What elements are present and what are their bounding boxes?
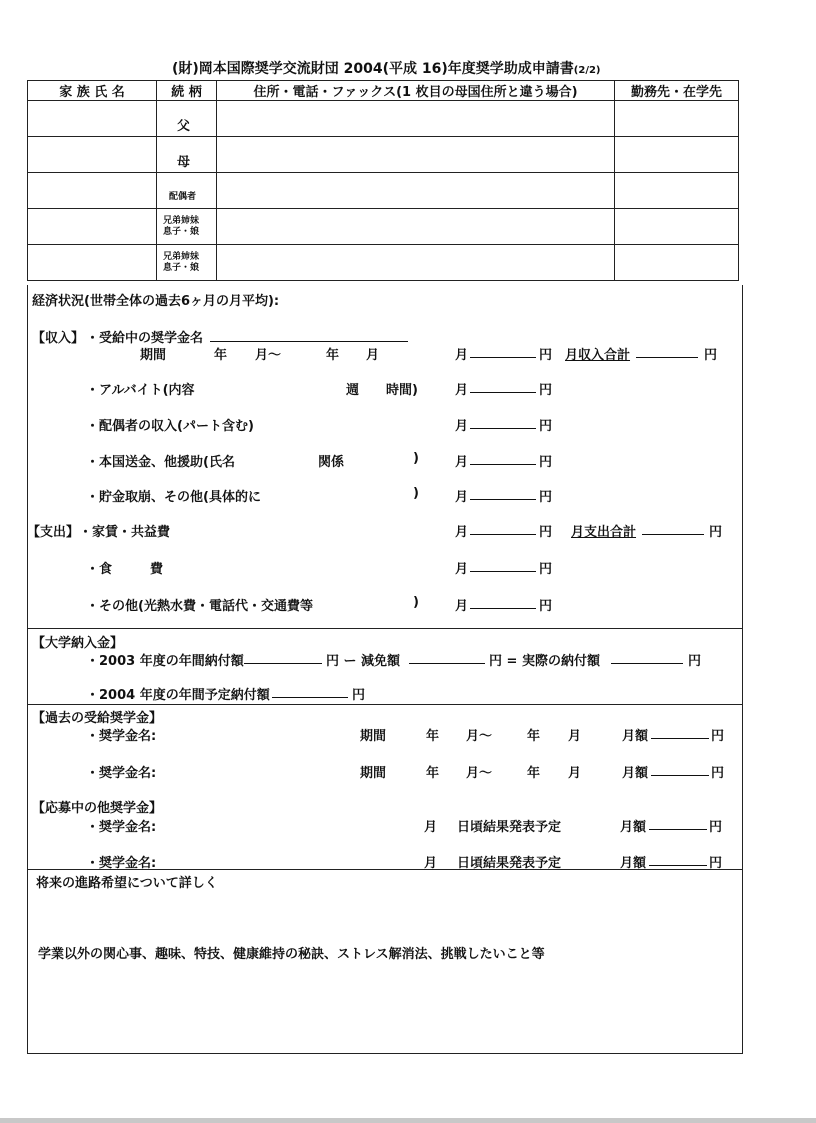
scholarship-name-blank[interactable]: [210, 329, 408, 342]
part-time-week: 週: [346, 383, 360, 398]
name-cell[interactable]: [28, 245, 157, 281]
tuition-2003-blank[interactable]: [244, 651, 322, 664]
career-plan-label: 将来の進路希望について詳しく: [36, 876, 218, 891]
applying-result-1: 日頃結果発表予定: [457, 820, 562, 835]
period-label: 期間: [140, 348, 167, 363]
past-year-from-2: 年: [426, 766, 440, 781]
remittance-label: ・本国送金、他援助(氏名: [86, 455, 235, 470]
applying-heading: 【応募中の他奨学金】: [32, 801, 163, 816]
family-row-sibling-2: [28, 245, 739, 281]
relation-sibling-1: 兄弟姉妹 息子・娘: [157, 209, 217, 245]
part-time-label: ・アルバイト(内容: [86, 383, 195, 398]
expense-label: 【支出】: [27, 525, 80, 540]
name-cell[interactable]: [28, 101, 157, 137]
spouse-yen: 円: [539, 419, 553, 434]
relation-mother: 母: [157, 137, 217, 173]
past-yen-2: 円: [711, 766, 725, 781]
applying-result-2: 日頃結果発表予定: [457, 856, 562, 871]
part-time-amount-blank[interactable]: [470, 380, 536, 393]
other-expense-yen: 円: [539, 599, 553, 614]
applying-amount-blank-2[interactable]: [649, 853, 707, 866]
other-expense-amount-blank[interactable]: [470, 596, 536, 609]
workplace-cell[interactable]: [615, 137, 739, 173]
part-time-per-month: 月: [455, 383, 469, 398]
family-header-row: [28, 81, 739, 101]
workplace-cell[interactable]: [615, 209, 739, 245]
past-period-1: 期間: [360, 729, 387, 744]
food-label-1: ・食: [86, 562, 113, 577]
applying-yen-2: 円: [709, 856, 723, 871]
past-period-2: 期間: [360, 766, 387, 781]
spouse-income-label: ・配偶者の収入(パート含む): [86, 419, 254, 434]
page-indicator: (2/2): [573, 65, 601, 76]
relation-sibling-2: 兄弟姉妹 息子・娘: [157, 245, 217, 281]
other-expense-close: ): [413, 595, 419, 610]
career-plan-area[interactable]: [30, 892, 736, 936]
header-address: 住所・電話・ファックス(1 枚目の母国住所と違う場合): [217, 81, 615, 101]
tuition-reduction-blank[interactable]: [409, 651, 485, 664]
past-month-from-1: 月〜: [466, 729, 493, 744]
rent-label: ・家賃・共益費: [79, 525, 171, 540]
relation-father: 父: [157, 101, 217, 137]
workplace-cell[interactable]: [615, 245, 739, 281]
past-amount-blank-1[interactable]: [651, 726, 709, 739]
header-relation: 続 柄: [157, 81, 217, 101]
applying-name-label-2: ・奨学金名:: [86, 856, 157, 871]
rent-amount-blank[interactable]: [470, 522, 536, 535]
tuition-minus-label: 円 ー 減免額: [326, 654, 401, 669]
scholarship-amount-blank[interactable]: [470, 345, 536, 358]
spouse-amount-blank[interactable]: [470, 416, 536, 429]
applying-month-1: 月: [424, 820, 438, 835]
tuition-2004-blank[interactable]: [272, 685, 348, 698]
expense-total-yen: 円: [709, 525, 723, 540]
income-total-label: 月収入合計: [565, 348, 631, 363]
relation-spouse: 配偶者: [157, 173, 217, 209]
divider-past: [27, 704, 743, 705]
period-year-to: 年: [326, 348, 340, 363]
name-cell[interactable]: [28, 173, 157, 209]
address-cell[interactable]: [217, 245, 615, 281]
family-table: [27, 80, 739, 281]
other-expense-per-month: 月: [455, 599, 469, 614]
remittance-per-month: 月: [455, 455, 469, 470]
expense-total-label: 月支出合計: [571, 525, 637, 540]
past-heading: 【過去の受給奨学金】: [32, 711, 163, 726]
header-family-name: 家 族 氏 名: [28, 81, 157, 101]
part-time-yen: 円: [539, 383, 553, 398]
income-label: 【収入】: [32, 331, 85, 346]
scholarship-name-label: ・受給中の奨学金名: [86, 331, 204, 346]
family-row-spouse: [28, 173, 739, 209]
part-time-hours: 時間): [386, 383, 418, 398]
tuition-heading: 【大学納入金】: [32, 636, 124, 651]
address-cell[interactable]: [217, 137, 615, 173]
remittance-amount-blank[interactable]: [470, 452, 536, 465]
remittance-close: ): [413, 451, 419, 466]
remittance-yen: 円: [539, 455, 553, 470]
applying-monthly-1: 月額: [620, 820, 647, 835]
header-workplace: 勤務先・在学先: [615, 81, 739, 101]
food-per-month: 月: [455, 562, 469, 577]
family-row-sibling-1: [28, 209, 739, 245]
tuition-actual-yen: 円: [688, 654, 702, 669]
expense-total-blank[interactable]: [642, 522, 704, 535]
past-year-to-2: 年: [527, 766, 541, 781]
address-cell[interactable]: [217, 101, 615, 137]
form-title: [172, 58, 601, 78]
scan-bottom-edge: [0, 1118, 816, 1123]
lower-section-frame: [27, 285, 743, 1054]
past-name-label-2: ・奨学金名:: [86, 766, 157, 781]
past-year-from-1: 年: [426, 729, 440, 744]
applying-name-label-1: ・奨学金名:: [86, 820, 157, 835]
past-monthly-1: 月額: [622, 729, 649, 744]
savings-per-month: 月: [455, 490, 469, 505]
rent-yen: 円: [539, 525, 553, 540]
economy-heading: 経済状況(世帯全体の過去6ヶ月の月平均):: [32, 294, 280, 309]
title-text: (財)岡本国際奨学交流財団 2004(平成 16)年度奨学助成申請書: [172, 61, 574, 77]
tuition-2004-yen: 円: [352, 688, 366, 703]
name-cell[interactable]: [28, 137, 157, 173]
past-year-to-1: 年: [527, 729, 541, 744]
name-cell[interactable]: [28, 209, 157, 245]
scholarship-per-month: 月: [455, 348, 469, 363]
savings-yen: 円: [539, 490, 553, 505]
past-monthly-2: 月額: [622, 766, 649, 781]
tuition-equals-label: 円 = 実際の納付額: [489, 654, 600, 669]
applying-amount-blank-1[interactable]: [649, 817, 707, 830]
applying-month-2: 月: [424, 856, 438, 871]
period-year-from: 年: [214, 348, 228, 363]
workplace-cell[interactable]: [615, 101, 739, 137]
scholarship-yen: 円: [539, 348, 553, 363]
income-total-blank[interactable]: [636, 345, 698, 358]
other-expense-label: ・その他(光熱水費・電話代・交通費等: [86, 599, 313, 614]
tuition-2003-label: ・2003 年度の年間納付額: [86, 654, 244, 669]
food-label-2: 費: [150, 562, 164, 577]
past-name-label-1: ・奨学金名:: [86, 729, 157, 744]
remittance-relation: 関係: [318, 455, 345, 470]
tuition-2004-label: ・2004 年度の年間予定納付額: [86, 688, 270, 703]
applying-yen-1: 円: [709, 820, 723, 835]
past-month-from-2: 月〜: [466, 766, 493, 781]
applying-monthly-2: 月額: [620, 856, 647, 871]
past-month-to-2: 月: [568, 766, 582, 781]
spouse-per-month: 月: [455, 419, 469, 434]
rent-per-month: 月: [455, 525, 469, 540]
workplace-cell[interactable]: [615, 173, 739, 209]
interests-label: 学業以外の関心事、趣味、特技、健康維持の秘訣、ストレス解消法、挑戦したいこと等: [38, 947, 545, 962]
divider-tuition: [27, 628, 743, 629]
savings-amount-blank[interactable]: [470, 487, 536, 500]
tuition-actual-blank[interactable]: [611, 651, 683, 664]
past-month-to-1: 月: [568, 729, 582, 744]
address-cell[interactable]: [217, 173, 615, 209]
past-amount-blank-2[interactable]: [651, 763, 709, 776]
savings-label: ・貯金取崩、その他(具体的に: [86, 490, 261, 505]
interests-area[interactable]: [30, 962, 736, 1048]
income-total-yen: 円: [704, 348, 718, 363]
period-month-to: 月: [366, 348, 380, 363]
family-row-mother: [28, 137, 739, 173]
past-yen-1: 円: [711, 729, 725, 744]
family-row-father: [28, 101, 739, 137]
food-amount-blank[interactable]: [470, 559, 536, 572]
period-month-from: 月〜: [255, 348, 282, 363]
address-cell[interactable]: [217, 209, 615, 245]
savings-close: ): [413, 486, 419, 501]
food-yen: 円: [539, 562, 553, 577]
